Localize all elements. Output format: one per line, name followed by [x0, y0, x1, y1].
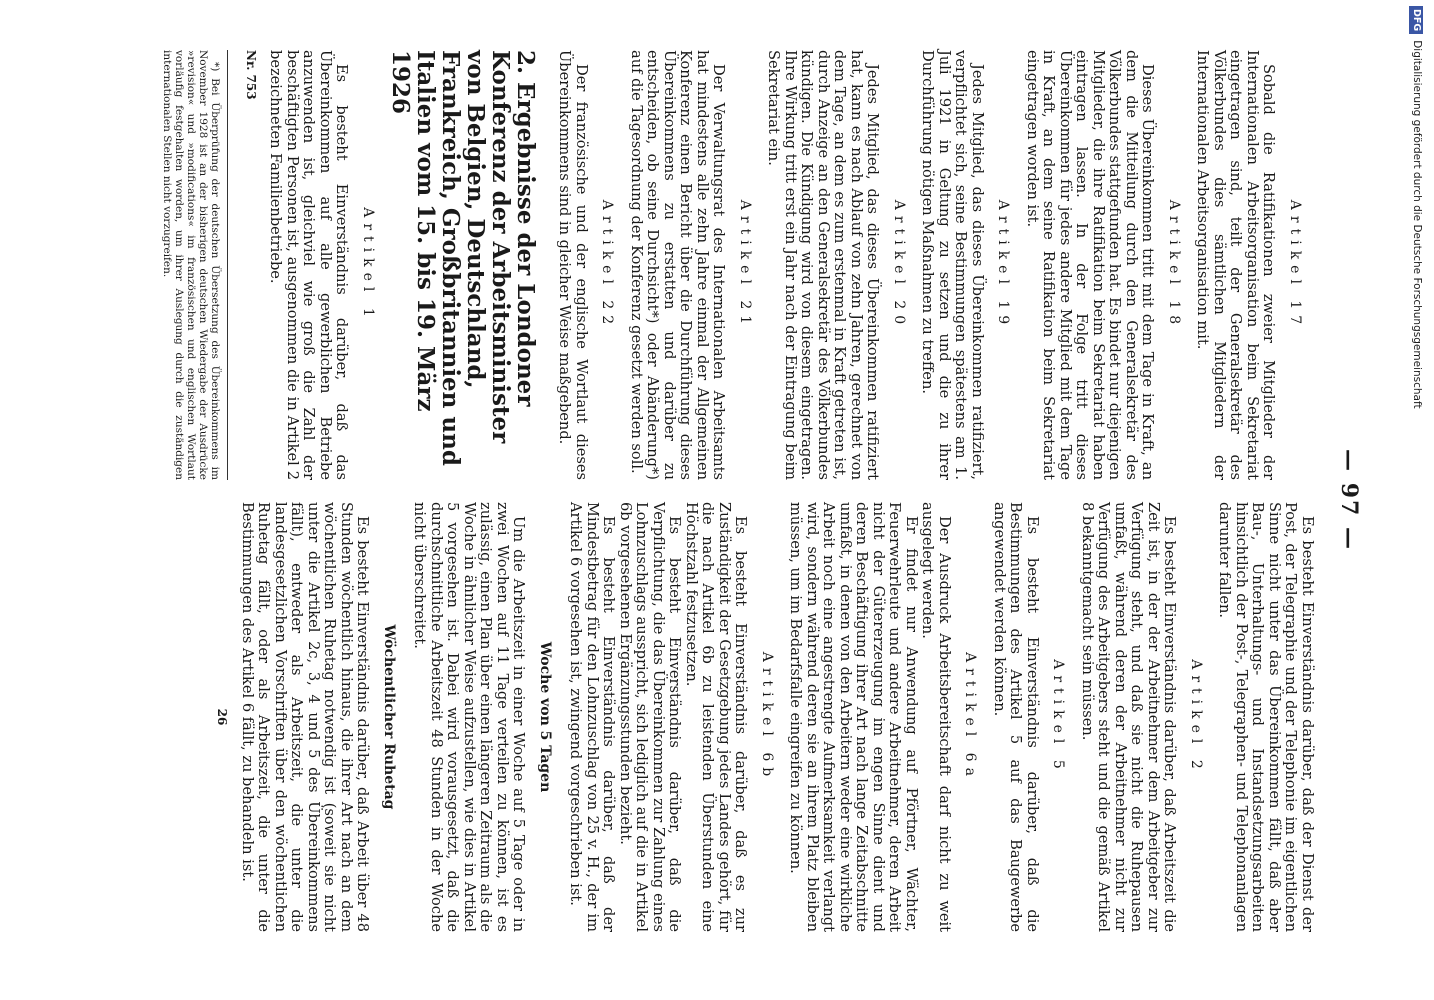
article-5-heading: Artikel 5 [1050, 659, 1067, 775]
digitization-credit: Digitalisierung gefördert durch die Deutsche Forschungsgemeinschaft [1411, 40, 1423, 409]
rest-day-heading: Wöchentlicher Ruhetag [381, 624, 397, 810]
article-19-text: Jedes Mitglied, das dieses Übereinkommen ratifiziert, verpflichtet sich, seine Bestimmungen spätestens am 1. Juli 1921 in Geltung zu setzen und die zu ihrer Durchführung nötigen Maßnahmen zu treffen. [919, 50, 986, 480]
article-6a-text-1: Der Ausdruck Arbeitsbereitschaft darf nicht zu weit ausgelegt werden. [919, 502, 953, 932]
article-6a-text-2: Er findet nur Anwendung auf Pförtner, Wächter, Feuerwehrleute und andere Arbeitnehmer, deren Arbeit nicht der Gütererzeugung im engen Sinne dient und deren Beschäftigung ihrer Art nach lange Zeitabschnitte umfaßt, in denen von den Arbeitern weder eine wirkliche Arbeit noch eine angestrengte Aufmerksamkeit verlangt wird, sondern während deren sie an ihrem Platz bleiben müssen, um im Bedarfsfalle eingreifen zu können. [787, 502, 920, 932]
sheet-number: 26 [215, 708, 230, 726]
digitization-strip [1410, 6, 1424, 996]
article-17-text: Sobald die Ratifikationen zweier Mitglieder der Internationalen Arbeitsorganisation beim Sekretariat eingetragen sind, teilt der Generalsekretär des Völkerbundes dies sämtlichen Mitgliedern der Internationalen Arbeitsorganisation mit. [1194, 50, 1278, 480]
rest-day-text: Es besteht Einverständnis darüber, daß Arbeit über 48 Stunden wöchentlich hinaus, die ihrer Art nach an dem wöchentlichen Ruhetag notwendig ist (soweit sie nicht unter die Artikel 2c, 3, 4 und 5 des Übereinkommens fällt), entweder als Arbeitszeit, die unter die landesgesetzlichen Vorschriften über den wöchentlichen Ruhetag fällt, oder als Arbeitszeit, die unter die Bestimmungen des Artikel 6 fällt, zu behandeln ist. [239, 502, 372, 932]
article-5-text: Es besteht Einverständnis darüber, daß die Bestimmungen des Artikel 5 auf das Baugewerbe angewendet werden können. [991, 502, 1041, 932]
article-22-heading: Artikel 22 [599, 199, 616, 331]
article-2-text: Es besteht Einverständnis darüber, daß Arbeitszeit die Zeit ist, in der der Arbeitnehmer dem Arbeitgeber zur Verfügung steht, und daß sie nicht die Ruhepausen umfaßt, während deren der Arbeitnehmer nicht zur Verfügung des Arbeitgebers steht und die gemäß Artikel 8 bekanntgemacht sein müssen. [1079, 502, 1179, 932]
article-2-heading: Artikel 2 [1188, 659, 1204, 775]
article-18-text: Dieses Übereinkommen tritt mit dem Tage in Kraft, an dem die Mitteilung durch den Generalsekretär des Völkerbundes stattgefunden hat. Es bindet nur diejenigen Mitglieder, die ihre Ratifikation beim Sekretariat haben eintragen lassen. In der Folge tritt dieses Übereinkommen für jedes andere Mitglied mit dem Tage in Kraft, an dem seine Ratifikation beim Sekretariat eingetragen worden ist. [1024, 50, 1157, 480]
rotated-page-content [115, 50, 1362, 950]
article-1-heading: Artikel 1 [360, 207, 376, 323]
intro-text: Es besteht Einverständnis darüber, daß der Dienst der Post, der Telegraphie und der Telephonie im eigentlichen Sinne nicht unter das Übereinkommen fällt, daß aber Bau-, Unterhaltungs- und Instandsetzungsarbeiten hinsichtlich der Post-, Telegraphen- und Telephonanlagen darunter fallen. [1216, 502, 1316, 932]
article-6b-text-3: Es besteht Einverständnis darüber, daß der Mindestbetrag für den Lohnzuschlag von 25 v. H., der im Artikel 6 vorgesehen ist, zwingend vorgeschrieben ist. [567, 502, 618, 932]
article-20-heading: Artikel 20 [891, 199, 907, 331]
week-heading: Woche von 5 Tagen [537, 641, 553, 793]
article-1-text: Es besteht Einverständnis darüber, daß das Übereinkommen auf alle gewerblichen Betriebe anzuwenden ist, gleichviel wie groß die Zahl der beschäftigten Personen ist, ausgenommen die in Artikel 2 bezeichneten Familienbetriebe. [267, 50, 351, 480]
number-label: Nr. 753 [244, 50, 258, 100]
article-6b-heading: Artikel 6b [759, 651, 775, 783]
article-19-heading: Artikel 19 [995, 199, 1012, 331]
article-21-text: Der Verwaltungsrat des Internationalen Arbeitsamts hat mindestens alle zehn Jahre einmal der Allgemeinen Konferenz einen Bericht über die Durchführung dieses Übereinkommens zu erstatten und darüber zu entscheiden, ob seine Durchsicht*) oder Abänderung*) auf die Tagesordnung der Konferenz gesetzt werden soll. [628, 50, 728, 480]
week-text: Um die Arbeitszeit in einer Woche auf 5 Tage oder in zwei Wochen auf 11 Tage verteilen zu können, ist es zulässig, einen Plan über einen längeren Zeitraum als die Woche in ähnlicher Weise aufzustellen, wie dies in Artikel 5 vorgesehen ist. Dabei wird vorausgesetzt, daß die durchschnittliche Arbeitszeit 48 Stunden in der Woche nicht überschreitet. [411, 502, 528, 932]
article-6a-heading: Artikel 6a [962, 652, 979, 782]
left-column [162, 50, 1316, 480]
article-22-text: Der französische und der englische Wortlaut dieses Übereinkommens sind in gleicher Weise maßgebend. [556, 50, 590, 480]
article-20-text: Jedes Mitglied, das dieses Übereinkommen ratifiziert hat, kann es nach Ablauf von zehn Jahren, gerechnet von dem Tage, an dem es zum erstenmal in Kraft getreten ist, durch Anzeige an den Generalsekretär des Völkerbundes kündigen. Die Kündigung wird von diesem eingetragen. Ihre Wirkung tritt erst ein Jahr nach der Eintragung beim Sekretariat ein. [765, 50, 882, 480]
article-18-heading: Artikel 18 [1166, 199, 1182, 331]
dfg-logo: DFG [1409, 6, 1423, 34]
article-17-heading: Artikel 17 [1287, 199, 1303, 331]
page-number: — 97 — [1336, 449, 1362, 551]
article-21-heading: Artikel 21 [737, 199, 753, 331]
section-2-title: 2. Ergebnisse der Londoner Konferenz der Arbeitsminister von Belgien, Deutschland, Frankreich, Großbritannien und Italien vom 15. bis 19. März 1926 [387, 50, 539, 466]
footnote: *) Bei Überprüfung der deutschen Übersetzung des Übereinkommens im November 1928 ist an der bisherigen deutschen Wiedergabe der Ausdrücke »revision« und »modifications« im französischen und englischen Wortlaut vorläufig festgehalten worden, um ihrer Auslegung durch die zuständigen internationalen Stellen nicht vorzugreifen. [162, 50, 229, 480]
article-6b-text-1: Es besteht Einverständnis darüber, daß es zur Zuständigkeit der Gesetzgebung jedes Landes gehört, für die nach Artikel 6b zu leistenden Überstunden eine Höchstzahl festzusetzen. [683, 502, 750, 932]
right-column [214, 502, 1315, 932]
article-6b-text-2: Es besteht Einverständnis darüber, daß die Verpflichtung, die das Übereinkommen zur Zahlung eines Lohnzuschlags ausspricht, sich lediglich auf die in Artikel 6b vorgesehenen Ergänzungsstunden bezieht. [617, 502, 684, 932]
